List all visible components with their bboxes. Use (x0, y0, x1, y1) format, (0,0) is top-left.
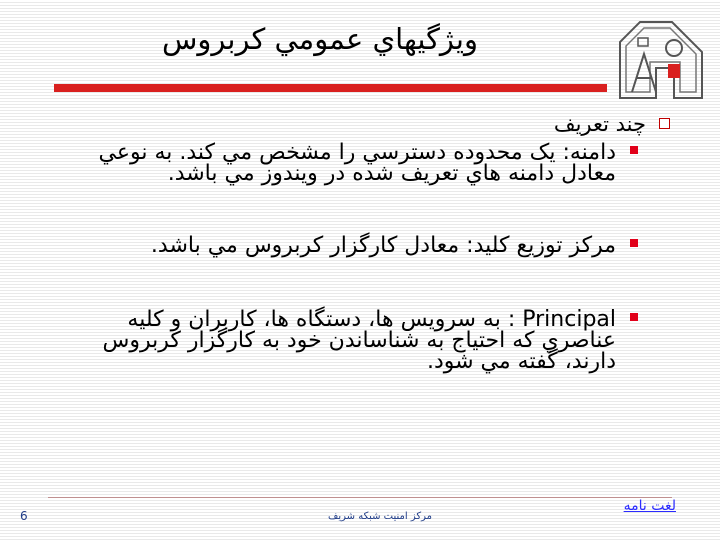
bullet-text: Principal : به سرويس ها، دستگاه ها، كاربران و كليه عناصري كه احتياج به شناساندن خود به كارگزار كربروس دارند، گفته مي شود. (102, 307, 616, 374)
filled-square-icon (630, 313, 638, 321)
slide-title: ويژگيهاي عمومي كربروس (161, 22, 478, 56)
filled-square-icon (630, 146, 638, 154)
bullet-item (76, 309, 646, 372)
heading-text: چند تعريف (553, 112, 646, 136)
bullet-item (76, 142, 646, 184)
bullet-item (76, 235, 646, 256)
footer-organization: مركز امنيت شبكه شريف (328, 511, 432, 522)
slide-content (72, 112, 672, 372)
bullet-text: دامنه: يک محدوده دسترسي را مشخص مي كند. به نوعي معادل دامنه هاي تعريف شده در ويندوز مي باشد. (98, 140, 616, 186)
hollow-square-icon (659, 118, 670, 129)
glossary-link[interactable]: لغت نامه (623, 498, 676, 514)
heading-item (72, 112, 672, 136)
logo-icon (610, 14, 708, 112)
footer-divider (48, 497, 672, 498)
filled-square-icon (630, 239, 638, 247)
bullet-text: مركز توزيع كليد: معادل كارگزار كربروس مي باشد. (150, 233, 616, 258)
page-number: 6 (20, 509, 28, 523)
title-underline-bar (54, 84, 607, 92)
